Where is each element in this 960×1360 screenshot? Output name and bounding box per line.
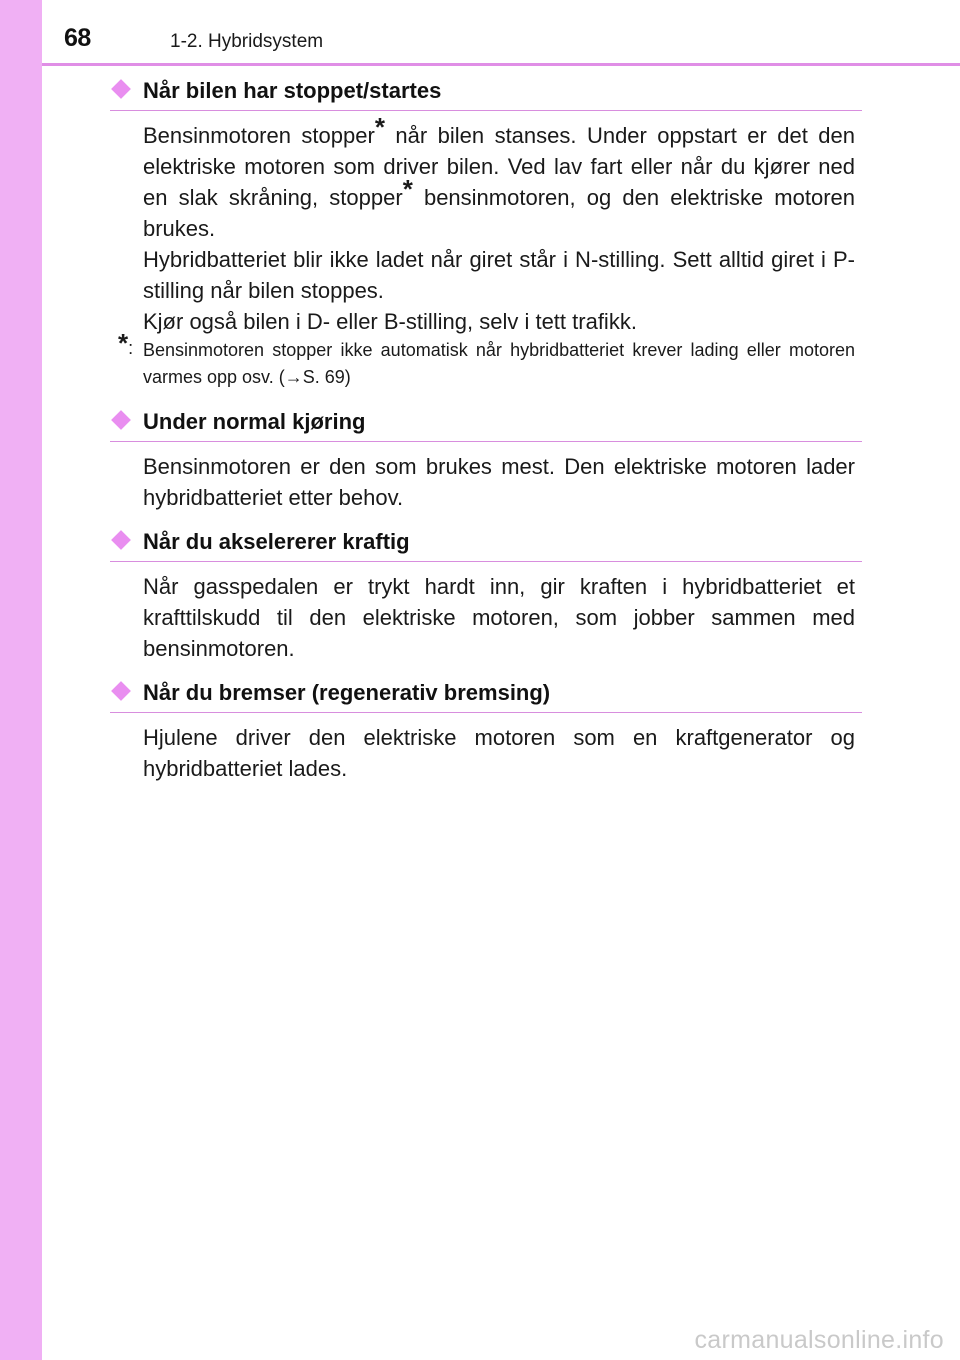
paragraph-text: når bilen stanses. Under oppstart er det den elektriske motoren som driver bilen. Ved lav fart eller når du kjører ned en slak skråning, stopper (143, 123, 856, 210)
paragraph-text: Bensinmotoren stopper (143, 123, 375, 148)
section-title: Når du bremser (regenerativ bremsing) (143, 680, 551, 705)
paragraph: Når gasspedalen er trykt hardt inn, gir kraften i hybridbatteriet et krafttilskudd til den elektriske motoren, som jobber sammen med bensinmotoren. (143, 574, 855, 661)
paragraph: Hjulene driver den elektriske motoren som en kraftgenerator og hybridbatteriet lades. (143, 725, 855, 781)
asterisk-mark: * (374, 112, 385, 142)
diamond-bullet-icon (111, 410, 131, 430)
page-reference-link[interactable]: S. 69) (302, 367, 351, 387)
paragraph: Hybridbatteriet blir ikke ladet når giret står i N-stilling. Sett alltid giret i P-stilling når bilen stoppes. (143, 247, 855, 303)
section-heading (110, 676, 862, 713)
diamond-bullet-icon (111, 681, 131, 701)
section-regenerative-braking (110, 676, 862, 784)
diamond-bullet-icon (111, 530, 131, 550)
watermark: carmanualsonline.info (694, 1326, 944, 1354)
paragraph: Kjør også bilen i D- eller B-stilling, selv i tett trafikk. (143, 309, 637, 334)
section-title: Under normal kjøring (143, 409, 366, 434)
section-title: Når bilen har stoppet/startes (143, 78, 442, 103)
page-header (42, 0, 960, 64)
section-stopped-started (110, 74, 862, 405)
footnote-mark (118, 328, 134, 362)
footnote-text: Bensinmotoren stopper ikke automatisk når hybridbatteriet krever lading eller motoren varmes opp osv. ( (143, 340, 855, 387)
section-normal-driving (110, 405, 862, 525)
chapter-title: 1-2. Hybridsystem (170, 31, 324, 52)
asterisk-mark: * (402, 174, 413, 204)
paragraph-text: bensinmotoren, og den elektriske motoren brukes. (143, 185, 855, 241)
section-heading (110, 405, 862, 442)
footnote (118, 328, 855, 391)
footnote-asterisk: * (118, 328, 129, 358)
header-rule (42, 63, 960, 66)
section-heading (110, 74, 862, 111)
side-stripe (0, 0, 42, 1360)
paragraph (143, 112, 856, 244)
footnote-colon: : (128, 338, 134, 358)
arrow-right-icon: → (284, 367, 303, 387)
page-content (110, 74, 862, 784)
section-hard-acceleration (110, 525, 862, 676)
diamond-bullet-icon (111, 79, 131, 99)
section-title: Når du akselererer kraftig (143, 529, 410, 554)
paragraph: Bensinmotoren er den som brukes mest. Den elektriske motoren lader hybridbatteriet etter behov. (143, 454, 855, 510)
section-heading (110, 525, 862, 562)
page-number: 68 (64, 24, 91, 52)
